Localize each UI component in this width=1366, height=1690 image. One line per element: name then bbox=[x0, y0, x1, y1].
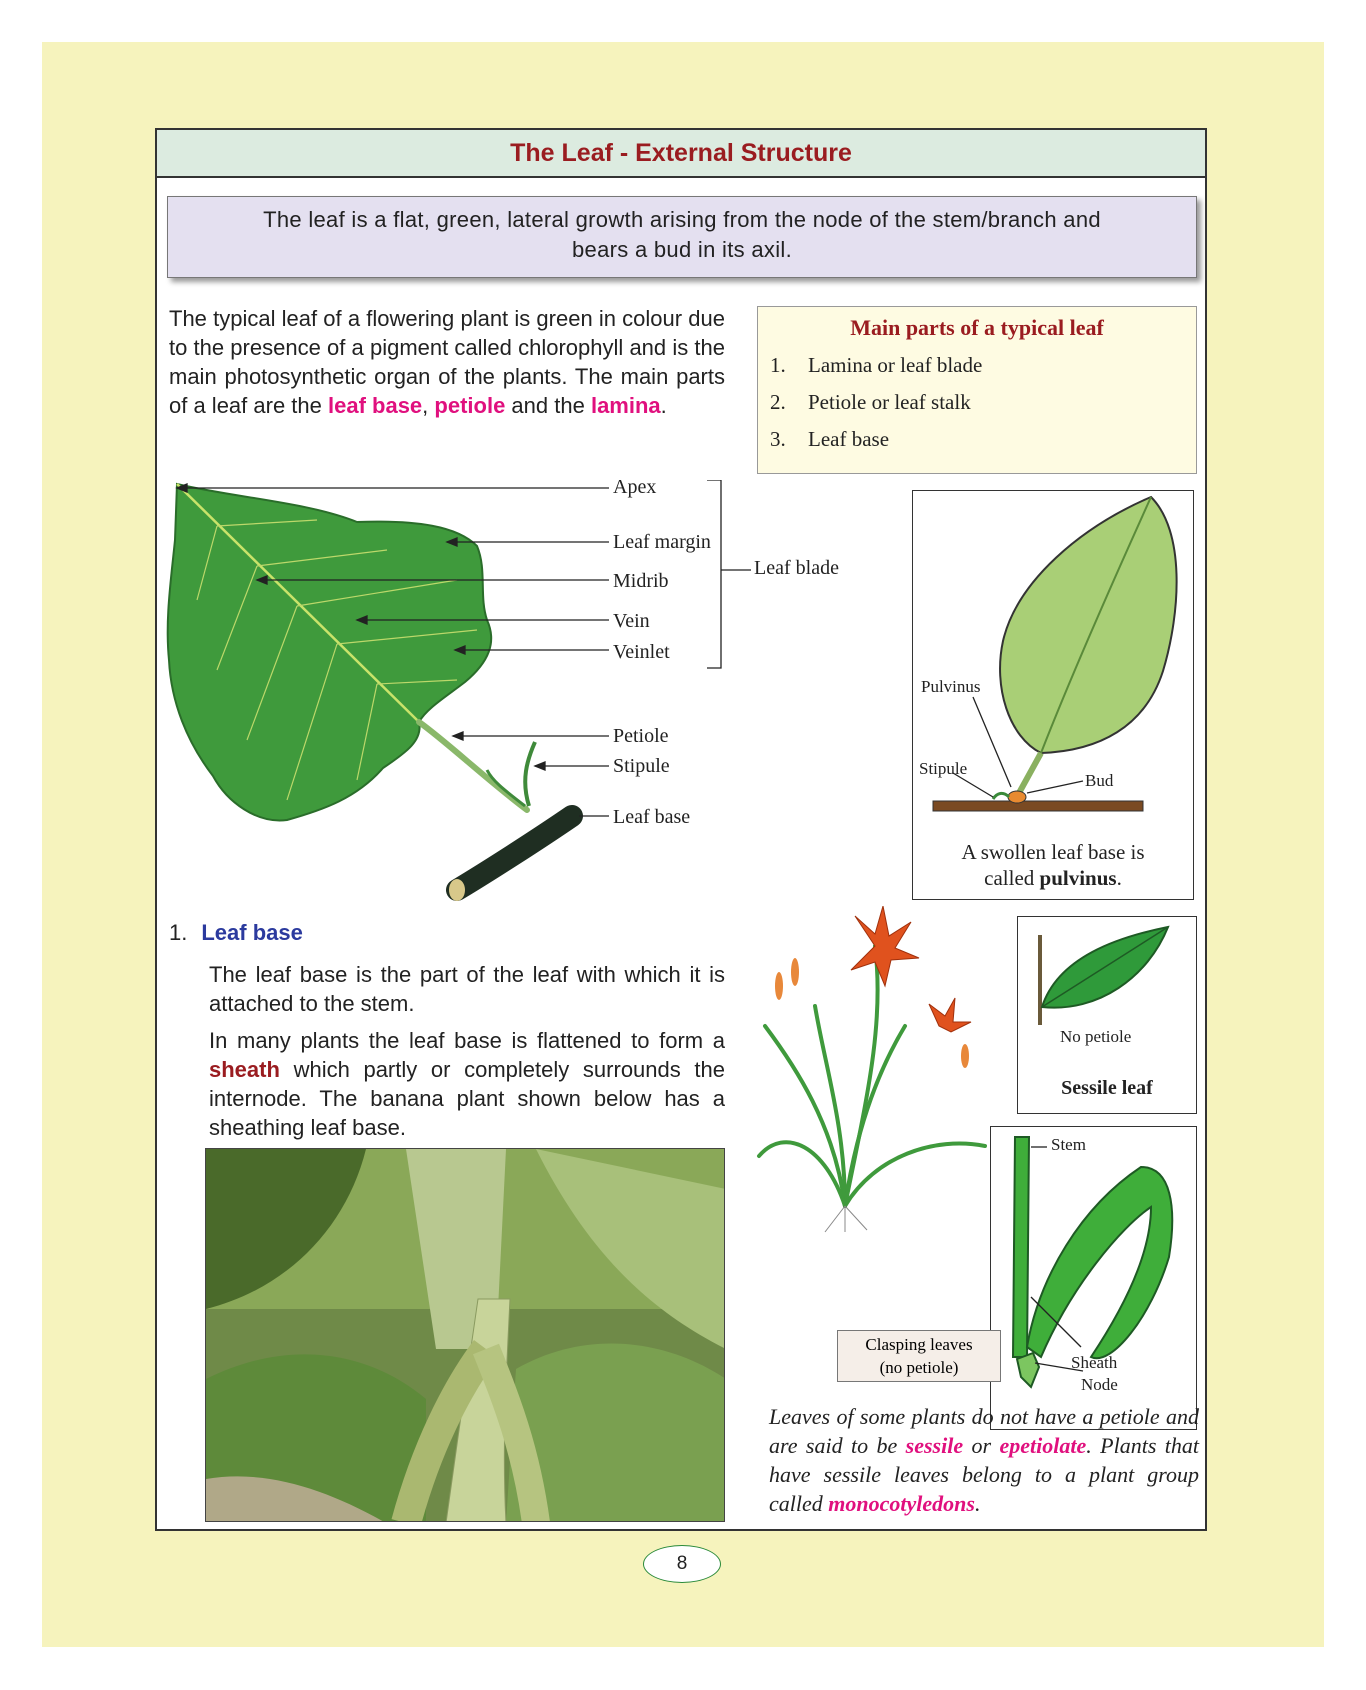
parts-item bbox=[770, 427, 1196, 452]
label-sheath: Sheath bbox=[1071, 1353, 1118, 1372]
label-petiole: Petiole bbox=[613, 725, 669, 747]
main-parts-title: Main parts of a typical leaf bbox=[850, 315, 1104, 340]
label-leaf-margin: Leaf margin bbox=[613, 531, 711, 553]
label-stem: Stem bbox=[1051, 1135, 1086, 1154]
sessile-leaf-box bbox=[1017, 916, 1197, 1114]
pulvinus-caption-line-2 bbox=[913, 865, 1193, 891]
caption-end: . bbox=[1116, 866, 1122, 890]
page-number: 8 bbox=[643, 1545, 721, 1583]
page-title: The Leaf - External Structure bbox=[157, 130, 1205, 178]
clasping-leaves-caption bbox=[837, 1330, 1001, 1382]
leaf-base-paragraph-1: The leaf base is the part of the leaf with which it is attached to the stem. bbox=[209, 962, 725, 1016]
label-pulvinus: Pulvinus bbox=[921, 677, 981, 696]
para2-pre: In many plants the leaf base is flattened to form a bbox=[209, 1028, 725, 1053]
label-no-petiole: No petiole bbox=[1060, 1027, 1132, 1046]
parts-item-number: 3. bbox=[770, 427, 786, 451]
intro-sep-2: and the bbox=[505, 393, 591, 418]
definition-line-1: The leaf is a flat, green, lateral growth arising from the node of the stem/branch and bbox=[263, 207, 1101, 232]
label-pulvinus-stipule: Stipule bbox=[919, 759, 968, 778]
parts-item bbox=[770, 390, 1196, 415]
banana-plant-photo bbox=[205, 1148, 725, 1522]
parts-item-label: Lamina or leaf blade bbox=[808, 353, 983, 377]
pulvinus-caption-line-1: A swollen leaf base is bbox=[961, 840, 1145, 864]
clasping-leaves-box bbox=[990, 1126, 1197, 1430]
parts-item-label: Petiole or leaf stalk bbox=[808, 390, 971, 414]
blade-bracket bbox=[707, 480, 721, 668]
leaf-illustration bbox=[168, 484, 572, 901]
term-leaf-base: leaf base bbox=[328, 393, 423, 418]
pulvinus-box bbox=[912, 490, 1194, 900]
label-vein: Vein bbox=[613, 610, 650, 632]
label-apex: Apex bbox=[613, 476, 657, 498]
clasping-caption-line-2: (no petiole) bbox=[879, 1358, 959, 1377]
pulvinus-caption bbox=[913, 839, 1193, 891]
label-bud: Bud bbox=[1085, 771, 1114, 790]
sessile-leaf-title: Sessile leaf bbox=[1061, 1077, 1153, 1099]
intro-sep-1: , bbox=[422, 393, 435, 418]
term-monocotyledons: monocotyledons bbox=[828, 1491, 975, 1516]
lily-plant-illustration bbox=[755, 906, 1015, 1236]
parts-item-number: 2. bbox=[770, 390, 786, 414]
intro-end: . bbox=[660, 393, 667, 418]
section-heading bbox=[169, 920, 303, 946]
note-mid: or bbox=[963, 1433, 1000, 1458]
term-epetiolate: epetiolate bbox=[999, 1433, 1087, 1458]
definition-line-2: bears a bud in its axil. bbox=[572, 237, 792, 262]
leaf-diagram bbox=[157, 480, 877, 920]
sessile-note bbox=[769, 1402, 1199, 1518]
term-sessile: sessile bbox=[905, 1433, 964, 1458]
label-node: Node bbox=[1081, 1375, 1118, 1394]
label-leaf-base: Leaf base bbox=[613, 806, 691, 828]
term-lamina: lamina bbox=[590, 393, 661, 418]
parts-item-number: 1. bbox=[770, 353, 786, 377]
parts-item-label: Leaf base bbox=[808, 427, 890, 451]
note-end: . bbox=[974, 1491, 981, 1516]
main-parts-box bbox=[757, 306, 1197, 474]
term-petiole: petiole bbox=[434, 393, 506, 418]
label-stipule: Stipule bbox=[613, 755, 670, 777]
caption-bold: pulvinus bbox=[1039, 866, 1117, 890]
pulvinus-illustration bbox=[913, 491, 1193, 831]
clasping-caption-line-1: Clasping leaves bbox=[865, 1335, 973, 1354]
caption-pre: called bbox=[984, 866, 1040, 890]
note-pre: Leaves of some plants do not have a petiole and are said to be bbox=[769, 1404, 1199, 1458]
label-midrib: Midrib bbox=[613, 570, 669, 592]
content-frame bbox=[155, 128, 1207, 1531]
section-title: Leaf base bbox=[201, 920, 303, 945]
term-sheath: sheath bbox=[209, 1057, 280, 1082]
parts-item bbox=[770, 353, 1196, 378]
label-veinlet: Veinlet bbox=[613, 641, 670, 663]
para2-post: which partly or completely surrounds the internode. The banana plant shown below has a sheathing leaf base. bbox=[209, 1057, 725, 1140]
leaf-base-paragraph-2 bbox=[209, 1026, 725, 1142]
definition-box bbox=[167, 196, 1197, 278]
note-post: . Plants that have sessile leaves belong to a plant group called bbox=[769, 1433, 1200, 1516]
sessile-leaf-illustration bbox=[1018, 917, 1196, 1027]
section-number: 1. bbox=[169, 920, 188, 945]
label-leaf-blade: Leaf blade bbox=[754, 557, 839, 579]
intro-text: The typical leaf of a flowering plant is green in colour due to the presence of a pigment called chlorophyll and is the main photosynthetic organ of the plants. The main parts of a leaf are the bbox=[169, 306, 725, 418]
intro-paragraph bbox=[169, 304, 725, 420]
